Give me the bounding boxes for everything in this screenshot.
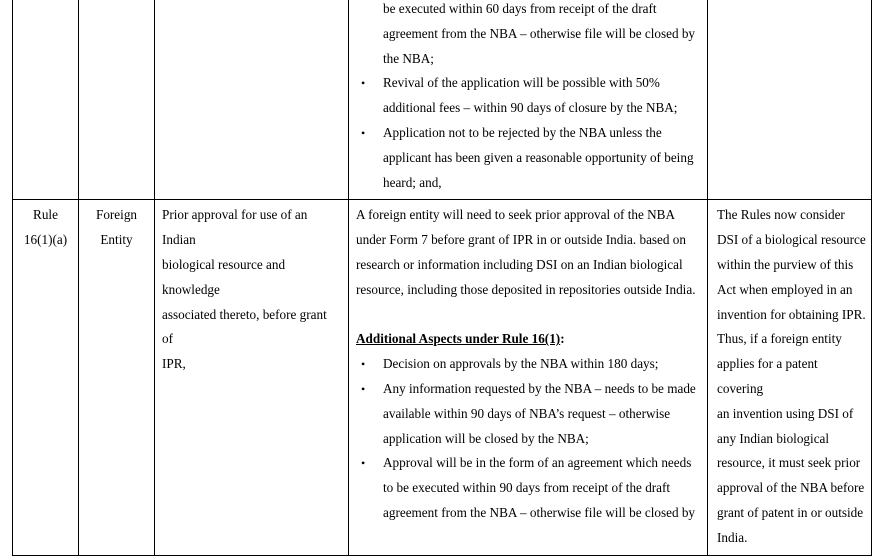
bullet-icon: • xyxy=(361,381,366,396)
table-row xyxy=(13,0,872,200)
paragraph-line: under Form 7 before grant of IPR in or outside India. based on xyxy=(356,232,686,248)
description-line: associated thereto, before grant of xyxy=(162,306,327,347)
list-item-line: available within 90 days of NBA’s request – otherwise xyxy=(383,405,671,421)
cell-entity xyxy=(79,0,155,200)
entity-line: Entity xyxy=(100,232,133,248)
list-item-line: Application not to be rejected by the NBA unless the xyxy=(383,124,662,140)
cell-entity xyxy=(79,200,155,555)
list-item-line: application will be closed by the NBA; xyxy=(383,430,589,446)
bullet-icon: • xyxy=(361,125,366,140)
bullet-list xyxy=(356,71,700,195)
list-item-line: Any information requested by the NBA – needs to be made xyxy=(383,380,696,396)
remarks-line: grant of patent in or outside xyxy=(717,504,864,520)
list-item xyxy=(356,71,700,121)
list-item xyxy=(356,377,700,451)
remarks-line: The Rules now consider xyxy=(717,207,845,223)
remarks-line: Act when employed in an xyxy=(717,281,853,297)
cell-details xyxy=(349,200,708,555)
continuation-line: agreement from the NBA – otherwise file will be closed by xyxy=(383,25,696,41)
cell-rule xyxy=(13,0,79,200)
list-item-line: to be executed within 90 days from receipt of the draft xyxy=(383,480,671,496)
bullet-icon: • xyxy=(361,76,366,91)
list-item xyxy=(356,451,700,525)
rules-comparison-table xyxy=(12,0,872,556)
rule-line: Rule xyxy=(33,207,58,223)
remarks-line: Thus, if a foreign entity xyxy=(717,331,842,347)
paragraph-line: research or information including DSI on an Indian biological xyxy=(356,256,683,272)
list-item-line: applicant has been given a reasonable opportunity of being xyxy=(383,149,694,165)
remarks-line: invention for obtaining IPR. xyxy=(717,306,866,322)
cell-description xyxy=(155,200,349,555)
remarks-line: applies for a patent covering xyxy=(717,356,818,396)
list-item xyxy=(356,352,700,377)
paragraph-line: A foreign entity will need to seek prior approval of the NBA xyxy=(356,207,675,223)
paragraph-line: resource, including those deposited in repositories outside India. xyxy=(356,281,696,297)
list-item-line: Decision on approvals by the NBA within 180 days; xyxy=(383,356,659,372)
details-subheading-text: Additional Aspects under Rule 16(1) xyxy=(356,331,561,347)
list-item xyxy=(356,121,700,195)
remarks-line: approval of the NBA before xyxy=(717,480,865,496)
description-line: biological resource and knowledge xyxy=(162,256,286,297)
cell-remarks xyxy=(708,0,872,200)
continuation-line: be executed within 60 days from receipt of the draft xyxy=(383,1,657,16)
list-item-line: Revival of the application will be possible with 50% xyxy=(383,75,660,91)
bullet-icon: • xyxy=(361,357,366,372)
cell-remarks xyxy=(708,200,872,555)
remarks-line: DSI of a biological resource xyxy=(717,232,866,248)
list-item-line: Approval will be in the form of an agreement which needs xyxy=(383,455,692,471)
cell-description xyxy=(155,0,349,200)
remarks-line: India. xyxy=(717,529,748,545)
cell-rule xyxy=(13,200,79,555)
table-row xyxy=(13,200,872,555)
list-item-line: additional fees – within 90 days of closure by the NBA; xyxy=(383,100,678,116)
remarks-line: an invention using DSI of xyxy=(717,405,854,421)
description-line: IPR, xyxy=(162,356,186,372)
details-subheading-suffix: : xyxy=(560,331,565,347)
bullet-icon: • xyxy=(361,456,366,471)
continuation-line: the NBA; xyxy=(383,50,434,66)
remarks-line: within the purview of this xyxy=(717,256,854,272)
list-item-line: agreement from the NBA – otherwise file will be closed by xyxy=(383,504,696,520)
details-subheading xyxy=(356,327,700,352)
list-item-line: heard; and, xyxy=(383,174,442,190)
remarks-line: resource, it must seek prior xyxy=(717,455,861,471)
entity-line: Foreign xyxy=(95,207,138,223)
remarks-line: any Indian biological xyxy=(717,430,830,446)
description-line: Prior approval for use of an Indian xyxy=(162,207,308,248)
rule-line: 16(1)(a) xyxy=(23,232,68,248)
cell-details xyxy=(349,0,708,200)
